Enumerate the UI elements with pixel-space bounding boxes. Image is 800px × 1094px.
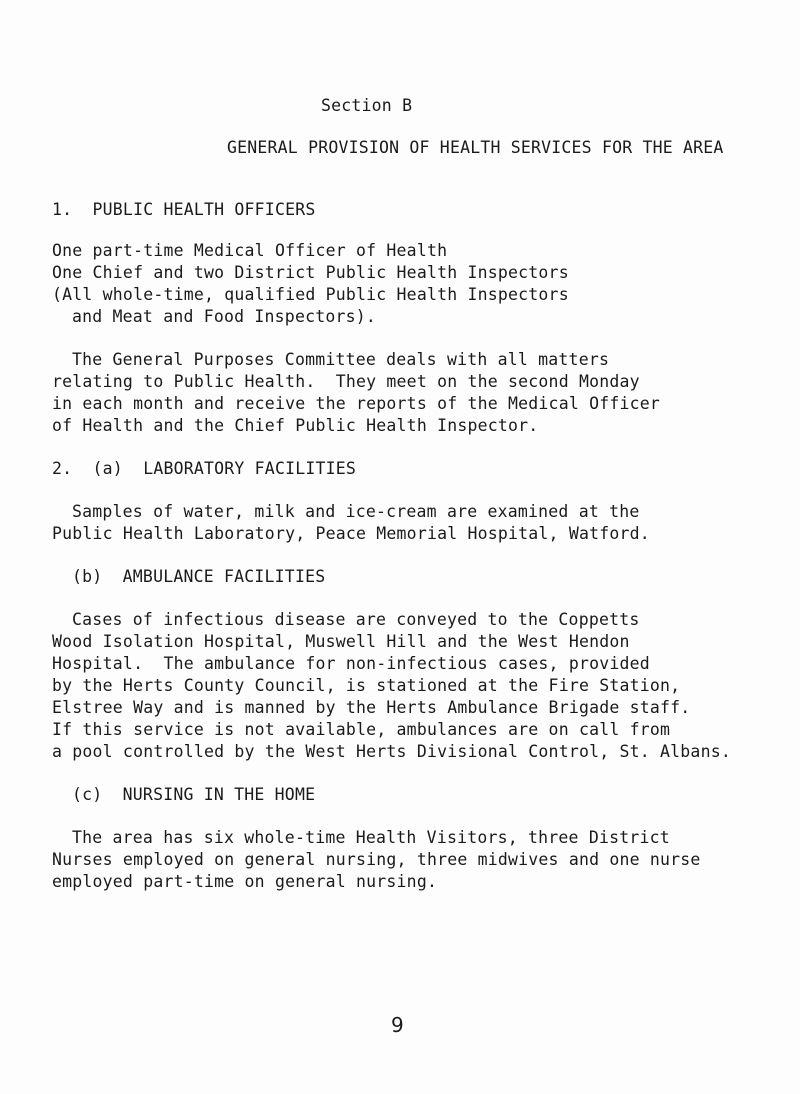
paragraph-line: of Health and the Chief Public Health Inspector.	[52, 416, 539, 435]
heading-public-health-officers: 1. PUBLIC HEALTH OFFICERS	[52, 200, 316, 219]
paragraph-line: by the Herts County Council, is stationed at the Fire Station,	[52, 676, 681, 695]
paragraph-line: If this service is not available, ambulances are on call from	[52, 720, 671, 739]
paragraph-line: in each month and receive the reports of the Medical Officer	[52, 394, 661, 413]
section-label: Section B	[321, 96, 413, 115]
paragraph-line: Hospital. The ambulance for non-infectious cases, provided	[52, 654, 650, 673]
paragraph-line: relating to Public Health. They meet on the second Monday	[52, 372, 640, 391]
paragraph-line: Public Health Laboratory, Peace Memorial Hospital, Watford.	[52, 524, 650, 543]
paragraph-line: The General Purposes Committee deals with all matters	[72, 350, 610, 369]
officer-line: One part-time Medical Officer of Health	[52, 241, 448, 260]
heading-nursing-in-the-home: (c) NURSING IN THE HOME	[72, 785, 316, 804]
paragraph-line: Samples of water, milk and ice-cream are examined at the	[72, 502, 640, 521]
paragraph-line: The area has six whole-time Health Visitors, three District	[72, 828, 670, 847]
paragraph-line: Wood Isolation Hospital, Muswell Hill and the West Hendon	[52, 632, 630, 651]
paragraph-line: Elstree Way and is manned by the Herts Ambulance Brigade staff.	[52, 698, 691, 717]
document-title: GENERAL PROVISION OF HEALTH SERVICES FOR THE AREA	[227, 138, 724, 157]
officer-line: (All whole-time, qualified Public Health Inspectors	[52, 285, 569, 304]
page-number: 9	[391, 1013, 404, 1037]
officer-line: One Chief and two District Public Health Inspectors	[52, 263, 569, 282]
paragraph-line: Nurses employed on general nursing, three midwives and one nurse	[52, 850, 701, 869]
paragraph-line: employed part-time on general nursing.	[52, 872, 438, 891]
paragraph-line: a pool controlled by the West Herts Divisional Control, St. Albans.	[52, 742, 731, 761]
heading-laboratory-facilities: 2. (a) LABORATORY FACILITIES	[52, 459, 357, 478]
heading-ambulance-facilities: (b) AMBULANCE FACILITIES	[72, 567, 326, 586]
paragraph-line: Cases of infectious disease are conveyed to the Coppetts	[72, 610, 640, 629]
officer-line: and Meat and Food Inspectors).	[72, 307, 377, 326]
